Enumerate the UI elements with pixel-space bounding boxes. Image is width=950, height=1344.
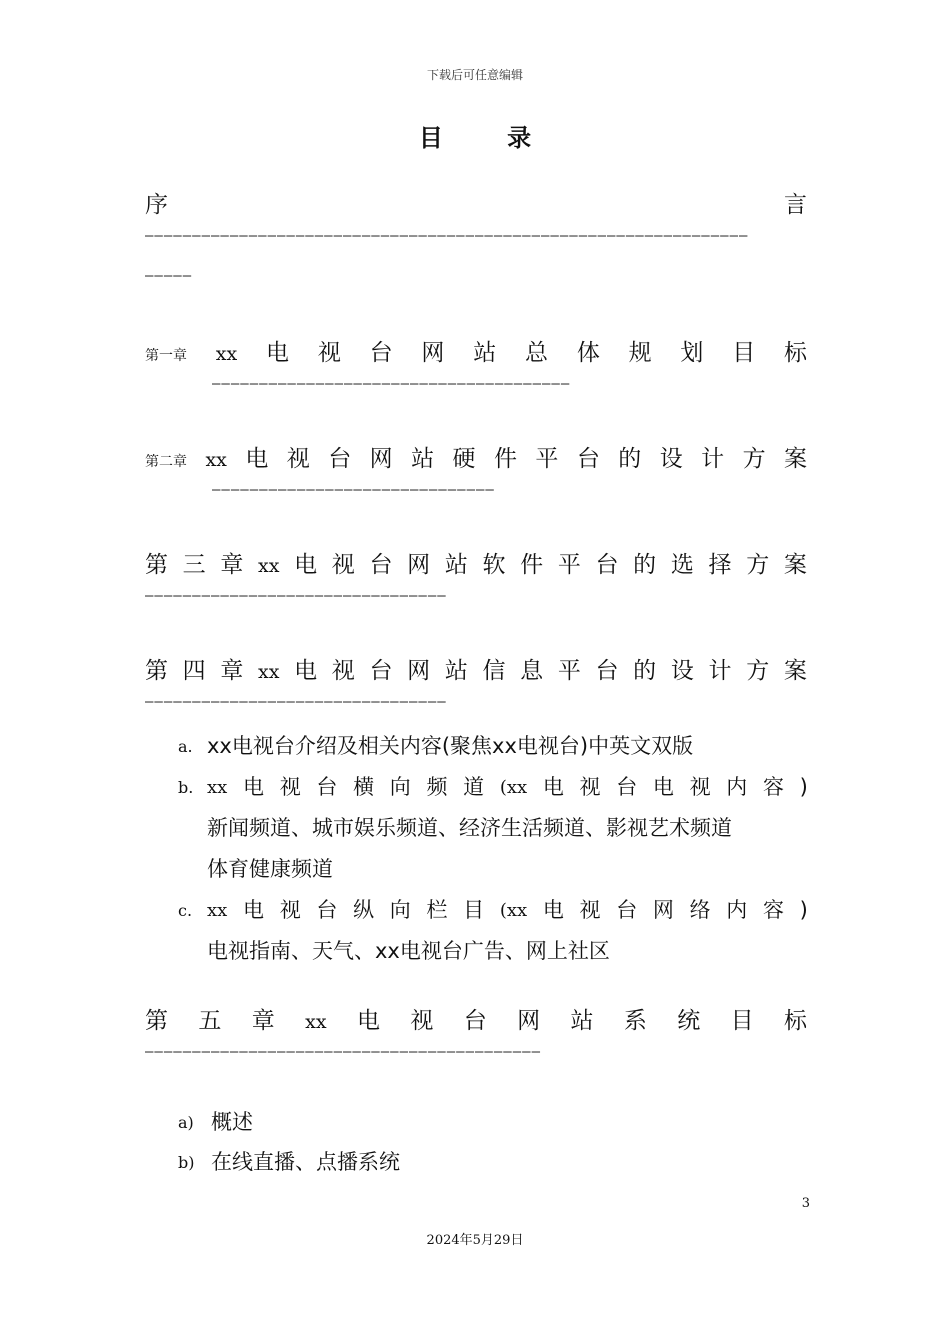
item-text-row: 体育健康频道 xyxy=(207,857,333,881)
preface-left: 序 xyxy=(145,192,168,218)
title-char: 网 xyxy=(517,1008,541,1034)
title-char: 电 xyxy=(356,1008,380,1034)
title-char: 第 xyxy=(145,658,168,684)
page-number: 3 xyxy=(801,1196,810,1211)
title-char: 纵 xyxy=(353,898,375,922)
title-char: 电 xyxy=(266,340,290,366)
title-char: 网 xyxy=(652,898,674,922)
title-char: 台 xyxy=(369,658,393,684)
title-char: 网 xyxy=(407,552,431,578)
title-char: 内 xyxy=(726,775,748,799)
item-text-row xyxy=(207,767,808,808)
title-char: 系 xyxy=(623,1008,647,1034)
title-char: 硬 xyxy=(452,446,476,472)
item-text-row xyxy=(207,890,808,931)
title-char: 章 xyxy=(220,552,244,578)
title-char: 站 xyxy=(570,1008,594,1034)
footer-date: 2024年5月29日 xyxy=(426,1233,524,1248)
toc-chapter-5[interactable] xyxy=(145,1002,807,1035)
title-char: 电 xyxy=(294,658,318,684)
chapter-label: 第一章 xyxy=(145,348,187,364)
title-char: 电 xyxy=(243,775,264,799)
item-text-row: 新闻频道、城市娱乐频道、经济生活频道、影视艺术频道 xyxy=(207,816,732,840)
toc-preface[interactable] xyxy=(145,186,807,219)
title-char: 目 xyxy=(732,340,756,366)
item-text-row: 电视指南、天气、xx电视台广告、网上社区 xyxy=(207,939,610,963)
title-char: xx xyxy=(207,900,228,921)
toc-chapter-2[interactable] xyxy=(145,440,807,473)
title-char: 道 xyxy=(463,775,485,799)
title-char: 规 xyxy=(628,340,652,366)
title-char: 划 xyxy=(680,340,704,366)
title-char: 方 xyxy=(742,446,766,472)
title-char: 五 xyxy=(198,1008,222,1034)
item-marker: b) xyxy=(178,1153,195,1172)
title-char: 台 xyxy=(616,775,638,799)
title-char: 设 xyxy=(659,446,683,472)
title-char: 目 xyxy=(463,898,485,922)
item-text: 概述 xyxy=(211,1110,253,1134)
title-char: (xx xyxy=(499,900,528,921)
item-marker: b. xyxy=(178,778,194,797)
title-char: 视 xyxy=(286,446,310,472)
title-char: ) xyxy=(799,898,808,922)
title-char: (xx xyxy=(499,777,528,798)
leader-dashes: ———————————————————————————————————————————————————————————————— xyxy=(145,228,749,244)
leader-dashes: —————————————————————————————————————— xyxy=(212,376,571,392)
title-char: 容 xyxy=(762,775,784,799)
title-char: 信 xyxy=(482,658,506,684)
title-char: xx xyxy=(215,343,238,365)
title-char: 统 xyxy=(677,1008,701,1034)
title-char: 计 xyxy=(708,658,732,684)
title-char: 电 xyxy=(542,775,564,799)
title-char: 第 xyxy=(145,1008,168,1034)
title-char: 电 xyxy=(652,775,674,799)
title-char: 章 xyxy=(251,1008,275,1034)
title-char: 视 xyxy=(317,340,341,366)
title-char: 设 xyxy=(670,658,694,684)
title-char: 网 xyxy=(421,340,445,366)
toc-item-5a[interactable] xyxy=(178,1102,808,1143)
title-char: 平 xyxy=(535,446,559,472)
title-char: 台 xyxy=(576,446,600,472)
page-header: 下载后可任意编辑 xyxy=(426,68,523,82)
title-char: 横 xyxy=(353,775,375,799)
title-char: 择 xyxy=(708,552,732,578)
leader-dashes: ———————————————————————————————— xyxy=(145,588,447,604)
title-char: 站 xyxy=(444,552,468,578)
leader-dashes: ————— xyxy=(145,268,193,284)
title-char: xx xyxy=(258,555,280,577)
title-char: 视 xyxy=(410,1008,434,1034)
item-text: xx电视台介绍及相关内容(聚焦xx电视台)中英文双版 xyxy=(207,734,694,758)
title-char: 案 xyxy=(783,658,807,684)
title-char: 络 xyxy=(689,898,711,922)
title-char: 台 xyxy=(616,898,638,922)
title-char: 方 xyxy=(746,552,770,578)
title-char: 第 xyxy=(145,552,168,578)
leader-dashes: —————————————————————————————— xyxy=(212,482,495,498)
preface-right: 言 xyxy=(784,192,807,218)
title-char: 视 xyxy=(579,898,601,922)
title-char: 台 xyxy=(369,340,393,366)
page-title: 目 录 xyxy=(418,124,560,152)
title-char: 电 xyxy=(542,898,564,922)
toc-item-4b[interactable] xyxy=(178,767,808,890)
leader-dashes: —————————————————————————————————————————— xyxy=(145,1044,542,1060)
title-char: 案 xyxy=(784,446,807,472)
title-char: 电 xyxy=(294,552,318,578)
title-char: 向 xyxy=(389,898,411,922)
title-char: 四 xyxy=(182,658,206,684)
title-char: 视 xyxy=(279,775,301,799)
title-char: xx xyxy=(205,449,227,471)
item-text: 在线直播、点播系统 xyxy=(211,1150,400,1174)
title-char: 选 xyxy=(670,552,694,578)
title-char: 视 xyxy=(331,658,355,684)
title-char: 台 xyxy=(328,446,352,472)
title-char: 台 xyxy=(316,898,338,922)
title-char: 标 xyxy=(783,1008,807,1034)
title-char: 站 xyxy=(444,658,468,684)
title-char: 网 xyxy=(407,658,431,684)
title-char: 视 xyxy=(689,775,711,799)
title-char: 栏 xyxy=(426,898,448,922)
title-char: 网 xyxy=(369,446,393,472)
leader-dashes: ———————————————————————————————— xyxy=(145,694,447,710)
toc-item-4a[interactable] xyxy=(178,726,808,767)
title-char: 息 xyxy=(520,658,544,684)
title-char: 件 xyxy=(493,446,517,472)
toc-chapter-1[interactable] xyxy=(145,334,807,367)
title-char: 目 xyxy=(730,1008,754,1034)
title-char: xx xyxy=(258,661,280,683)
title-char: 视 xyxy=(331,552,355,578)
title-char: 标 xyxy=(784,340,807,366)
item-marker: c. xyxy=(178,901,193,920)
toc-chapter-3[interactable] xyxy=(145,546,807,579)
title-char: xx xyxy=(207,777,228,798)
item-marker: a) xyxy=(178,1113,194,1132)
item-marker: a. xyxy=(178,737,193,756)
title-char: xx xyxy=(305,1011,327,1033)
title-char: 平 xyxy=(557,552,581,578)
title-char: 案 xyxy=(783,552,807,578)
title-char: 台 xyxy=(369,552,393,578)
title-char: 电 xyxy=(245,446,269,472)
title-char: 章 xyxy=(220,658,244,684)
title-char: 方 xyxy=(746,658,770,684)
title-char: 站 xyxy=(473,340,497,366)
title-char: 容 xyxy=(762,898,784,922)
title-char: 体 xyxy=(576,340,600,366)
title-char: 台 xyxy=(316,775,338,799)
toc-chapter-4[interactable] xyxy=(145,652,807,685)
title-char: 台 xyxy=(595,552,619,578)
title-char: 向 xyxy=(389,775,411,799)
title-char: 视 xyxy=(579,775,601,799)
title-char: 站 xyxy=(411,446,435,472)
toc-item-4c[interactable] xyxy=(178,890,808,972)
chapter-label: 第二章 xyxy=(145,454,187,470)
title-char: 软 xyxy=(482,552,506,578)
title-char: ) xyxy=(799,775,808,799)
title-char: 件 xyxy=(520,552,544,578)
title-char: 的 xyxy=(633,658,657,684)
title-char: 三 xyxy=(182,552,206,578)
title-char: 总 xyxy=(525,340,549,366)
title-char: 电 xyxy=(243,898,264,922)
title-char: 的 xyxy=(618,446,642,472)
title-char: 平 xyxy=(557,658,581,684)
title-char: 内 xyxy=(726,898,748,922)
toc-item-5b[interactable] xyxy=(178,1142,808,1183)
title-char: 台 xyxy=(595,658,619,684)
title-char: 的 xyxy=(633,552,657,578)
title-char: 频 xyxy=(426,775,448,799)
title-char: 计 xyxy=(701,446,725,472)
title-char: 台 xyxy=(463,1008,487,1034)
title-char: 视 xyxy=(279,898,301,922)
